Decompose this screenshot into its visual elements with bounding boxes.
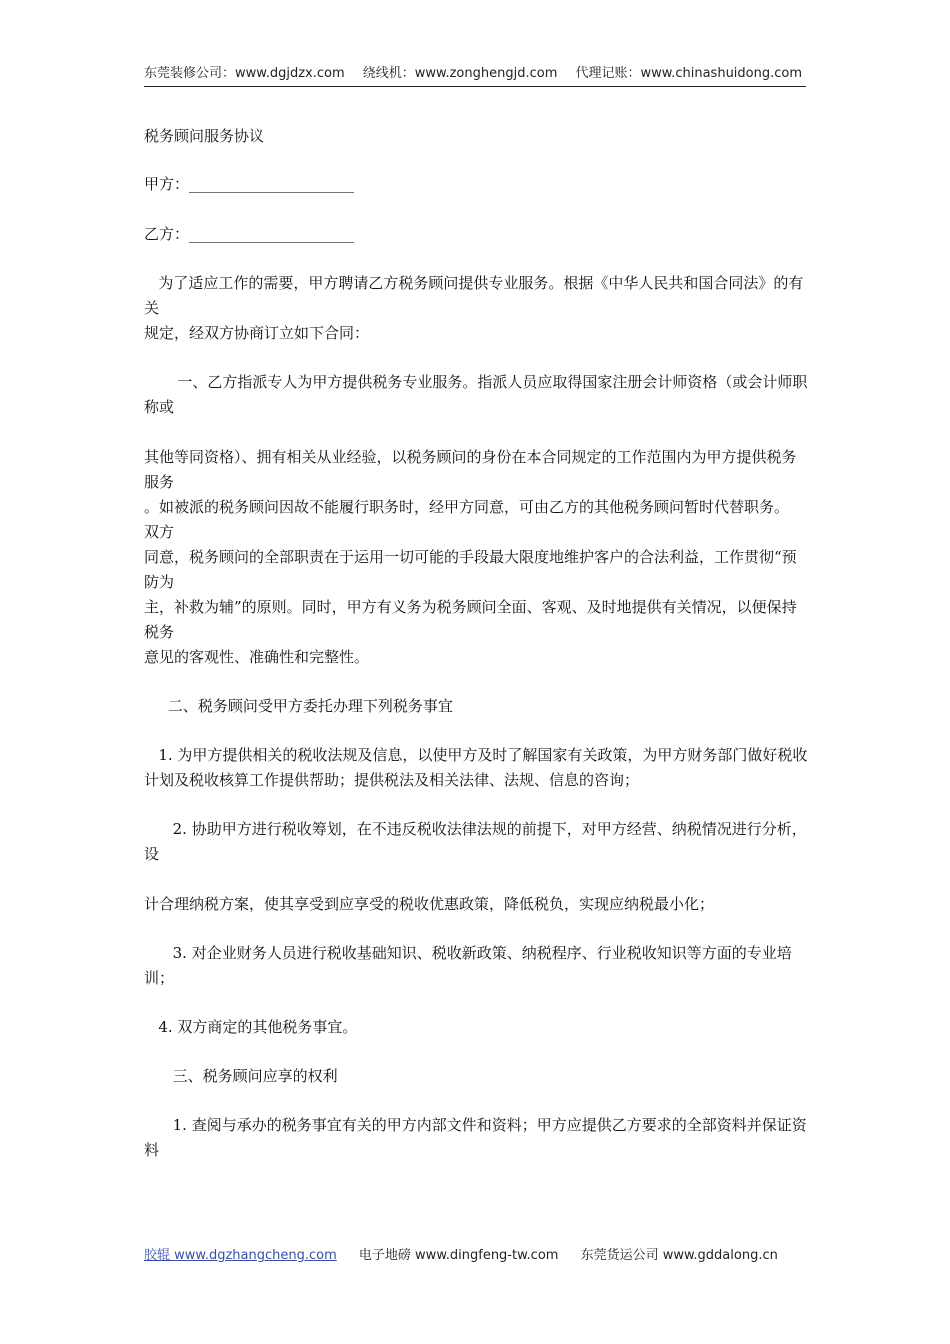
document-title: 税务顾问服务协议 (144, 127, 265, 145)
clause-one-part-6: 意见的客观性、准确性和完整性。 (144, 648, 370, 666)
preamble-continued: 规定，经双方协商订立如下合同： (144, 324, 370, 342)
header-link-accounting[interactable]: 代理记账：www.chinashuidong.com (575, 66, 803, 81)
header-link-winding-machine[interactable]: 绕线机：www.zonghengjd.com (362, 66, 558, 81)
document-body (144, 124, 808, 1163)
section-two-heading: 二、税务顾问受甲方委托办理下列税务事宜 (144, 697, 453, 715)
item-two-4: 4. 双方商定的其他税务事宜。 (144, 1018, 358, 1036)
page-footer (144, 1246, 806, 1266)
footer-item-freight[interactable]: 东莞货运公司 www.gddalong.cn (580, 1248, 778, 1263)
item-two-2-continued: 计合理纳税方案，使其享受到应享受的税收优惠政策，降低税负，实现应纳税最小化； (144, 895, 715, 913)
clause-one-part-5: 主，补救为辅”的原则。同时，甲方有义务为税务顾问全面、客观、及时地提供有关情况，以便保持税务 (144, 598, 797, 641)
clause-one-part-3: 。如被派的税务顾问因故不能履行职务时，经甲方同意，可由乙方的其他税务顾问暂时代替职务。 双方 (144, 498, 809, 541)
clause-one-part-2: 其他等同资格）、拥有相关从业经验，以税务顾问的身份在本合同规定的工作范围内为甲方提供税务服务 (144, 448, 797, 491)
party-a-line: 甲方：______________________ (144, 175, 355, 193)
header-link-decoration[interactable]: 东莞装修公司：www.dgjdzx.com (144, 66, 345, 81)
item-two-2: 2. 协助甲方进行税收筹划，在不违反税收法律法规的前提下，对甲方经营、纳税情况进行分析，设 (144, 820, 807, 863)
footer-link-rollers[interactable]: 胶辊 www.dgzhangcheng.com (144, 1248, 337, 1263)
party-b-line: 乙方：______________________ (144, 225, 355, 243)
clause-one-part-1: 一、乙方指派专人为甲方提供税务专业服务。指派人员应取得国家注册会计师资格（或会计师职称或 (144, 373, 808, 416)
item-three-1: 1. 查阅与承办的税务事宜有关的甲方内部文件和资料；甲方应提供乙方要求的全部资料并保证资料 (144, 1116, 807, 1159)
item-two-3: 3. 对企业财务人员进行税收基础知识、税收新政策、纳税程序、行业税收知识等方面的专业培训； (144, 944, 792, 987)
item-two-1-continued: 计划及税收核算工作提供帮助；提供税法及相关法律、法规、信息的咨询； (144, 771, 640, 789)
footer-item-weighbridge[interactable]: 电子地磅 www.dingfeng-tw.com (358, 1248, 559, 1263)
page-header (144, 64, 806, 87)
item-two-1: 1. 为甲方提供相关的税收法规及信息，以使甲方及时了解国家有关政策，为甲方财务部门做好税收 (144, 746, 808, 764)
section-three-heading: 三、税务顾问应享的权利 (144, 1067, 338, 1085)
clause-one-part-4: 同意，税务顾问的全部职责在于运用一切可能的手段最大限度地维护客户的合法利益，工作贯彻“预防为 (144, 548, 797, 591)
preamble: 为了适应工作的需要，甲方聘请乙方税务顾问提供专业服务。根据《中华人民共和国合同法》的有关 (144, 274, 804, 317)
